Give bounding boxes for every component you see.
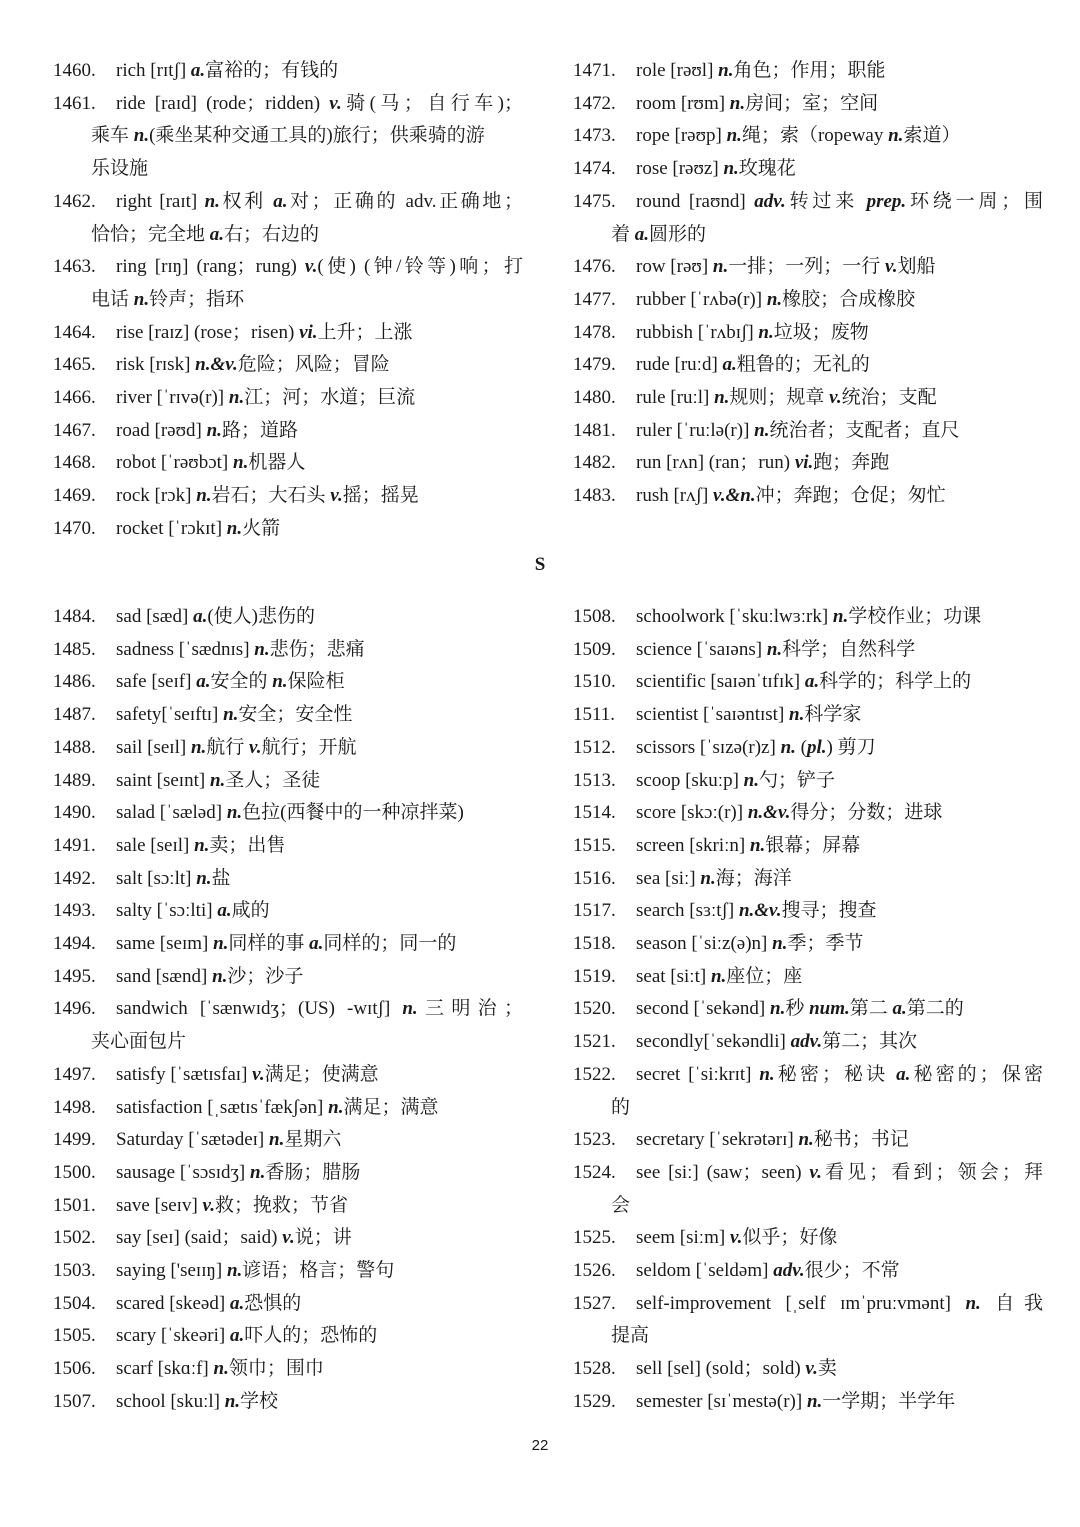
entry-number: 1509. xyxy=(573,638,616,660)
entry-number: 1504. xyxy=(53,1292,96,1314)
entry-text: salt [sɔːlt] n.盐 xyxy=(116,867,231,889)
vocab-entry xyxy=(53,1353,523,1386)
vocab-entry xyxy=(573,830,1043,863)
entry-text-continued: 夹心面包片 xyxy=(91,1031,187,1053)
entry-text: river [ˈrɪvə(r)] n.江；河；水道；巨流 xyxy=(116,387,416,409)
entry-text: rocket [ˈrɔkɪt] n.火箭 xyxy=(116,517,281,539)
entry-text: science [ˈsaɪəns] n.科学；自然科学 xyxy=(636,638,916,660)
entry-number: 1506. xyxy=(53,1358,96,1380)
vocab-entry xyxy=(573,634,1043,667)
entry-text: say [seɪ] (said；said) v.说；讲 xyxy=(116,1227,352,1249)
entry-number: 1487. xyxy=(53,704,96,726)
vocab-entry xyxy=(573,993,1043,1026)
entry-text: sea [siː] n.海；海洋 xyxy=(636,867,792,889)
entry-text: school [skuːl] n.学校 xyxy=(116,1390,279,1412)
entry-text: scarf [skɑːf] n.领巾；围巾 xyxy=(116,1358,324,1380)
entry-number: 1488. xyxy=(53,736,96,758)
vocab-entry xyxy=(573,666,1043,699)
vocab-entry xyxy=(53,961,523,994)
vocab-entry xyxy=(53,699,523,732)
vocab-entry xyxy=(53,88,523,186)
vocab-entry xyxy=(573,120,1043,153)
vocab-entry xyxy=(53,928,523,961)
vocab-entry xyxy=(53,349,523,382)
entry-text: satisfy [ˈsætɪsfaɪ] v.满足；使满意 xyxy=(116,1063,379,1085)
entry-number: 1480. xyxy=(573,387,616,409)
vocab-entry xyxy=(573,1124,1043,1157)
vocab-entry xyxy=(573,153,1043,186)
entry-number: 1503. xyxy=(53,1260,96,1282)
entry-number: 1523. xyxy=(573,1129,616,1151)
entry-number: 1495. xyxy=(53,965,96,987)
entry-number: 1527. xyxy=(573,1292,616,1314)
entry-number: 1468. xyxy=(53,452,96,474)
entry-text: season [ˈsiːz(ə)n] n.季；季节 xyxy=(636,933,864,955)
entry-text: salty [ˈsɔːlti] a.咸的 xyxy=(116,900,270,922)
entry-text: seat [siːt] n.座位；座 xyxy=(636,965,803,987)
entry-number: 1473. xyxy=(573,125,616,147)
entry-text: rude [ruːd] a.粗鲁的；无礼的 xyxy=(636,354,870,376)
entry-text: screen [skriːn] n.银幕；屏幕 xyxy=(636,834,861,856)
entry-number: 1491. xyxy=(53,834,96,856)
entry-text: rose [rəʊz] n.玫瑰花 xyxy=(636,158,796,180)
entry-text: safe [seɪf] a.安全的 n.保险柜 xyxy=(116,671,345,693)
vocab-entry xyxy=(53,317,523,350)
vocab-entry xyxy=(573,1157,1043,1222)
entry-text: save [seɪv] v.救；挽救；节省 xyxy=(116,1194,349,1216)
vocab-entry xyxy=(573,55,1043,88)
vocab-entry xyxy=(53,666,523,699)
vocab-entry xyxy=(573,1255,1043,1288)
vocab-entry xyxy=(53,863,523,896)
entries-column-bottom-right xyxy=(573,601,1043,1419)
entry-number: 1501. xyxy=(53,1194,96,1216)
entry-text: rock [rɔk] n.岩石；大石头 v.摇；摇晃 xyxy=(116,485,419,507)
vocab-entry xyxy=(53,1386,523,1419)
vocab-entry xyxy=(573,699,1043,732)
entry-text: ruler [ˈruːlə(r)] n.统治者；支配者；直尺 xyxy=(636,419,960,441)
vocab-entry xyxy=(53,1190,523,1223)
page-number: 22 xyxy=(531,1437,549,1454)
entry-text: row [rəʊ] n.一排；一列；一行 v.划船 xyxy=(636,256,936,278)
entry-text-continued: 提高 xyxy=(611,1325,650,1347)
vocab-entry xyxy=(573,317,1043,350)
vocab-entry xyxy=(53,1092,523,1125)
entry-text: sad [sæd] a.(使人)悲伤的 xyxy=(116,606,315,627)
entry-text: road [rəʊd] n.路；道路 xyxy=(116,419,298,441)
entry-number: 1483. xyxy=(573,485,616,507)
entry-number: 1516. xyxy=(573,867,616,889)
entry-number: 1526. xyxy=(573,1260,616,1282)
entry-number: 1486. xyxy=(53,671,96,693)
entry-text: robot [ˈrəʊbɔt] n.机器人 xyxy=(116,452,306,474)
entry-number: 1510. xyxy=(573,671,616,693)
entry-number: 1493. xyxy=(53,900,96,922)
entry-text: score [skɔː(r)] n.&v.得分；分数；进球 xyxy=(636,802,943,824)
vocab-entry xyxy=(53,895,523,928)
entry-text: semester [sɪˈmestə(r)] n.一学期；半学年 xyxy=(636,1390,956,1412)
entry-text: rubbish [ˈrʌbɪʃ] n.垃圾；废物 xyxy=(636,321,869,343)
entry-number: 1476. xyxy=(573,256,616,278)
entry-text: right [raɪt] n.权利 a.对；正确的 adv.正确地； xyxy=(116,190,523,212)
entry-number: 1500. xyxy=(53,1161,96,1183)
vocab-entry xyxy=(53,1255,523,1288)
entry-number: 1466. xyxy=(53,387,96,409)
entry-number: 1470. xyxy=(53,517,96,539)
entry-text: risk [rɪsk] n.&v.危险；风险；冒险 xyxy=(116,354,390,376)
vocab-entry xyxy=(573,1222,1043,1255)
vocab-entry xyxy=(573,1288,1043,1353)
vocab-entry xyxy=(53,382,523,415)
entry-text: search [sɜːtʃ] n.&v.搜寻；搜查 xyxy=(636,900,877,922)
vocab-entry xyxy=(573,863,1043,896)
vocab-entry xyxy=(573,88,1043,121)
vocab-entry xyxy=(53,634,523,667)
entry-text: sand [sænd] n.沙；沙子 xyxy=(116,965,304,987)
entry-number: 1461. xyxy=(53,92,96,114)
vocab-entry xyxy=(53,1320,523,1353)
entry-text: safety[ˈseɪftɪ] n.安全；安全性 xyxy=(116,704,353,726)
vocab-entry xyxy=(53,601,523,634)
entry-number: 1515. xyxy=(573,834,616,856)
entry-number: 1529. xyxy=(573,1390,616,1412)
entry-number: 1475. xyxy=(573,190,616,212)
entry-text: sadness [ˈsædnɪs] n.悲伤；悲痛 xyxy=(116,638,365,660)
entry-number: 1464. xyxy=(53,321,96,343)
entry-text: saying ['seɪɪŋ] n.谚语；格言；警句 xyxy=(116,1260,395,1282)
entry-text: sausage [ˈsɔsɪdʒ] n.香肠；腊肠 xyxy=(116,1161,361,1183)
entry-number: 1502. xyxy=(53,1227,96,1249)
entry-text-continued: 电话 n.铃声；指环 xyxy=(91,288,245,310)
entry-number: 1494. xyxy=(53,933,96,955)
vocab-entry xyxy=(573,765,1043,798)
entry-text: seldom [ˈseldəm] adv.很少；不常 xyxy=(636,1260,900,1282)
entry-number: 1528. xyxy=(573,1358,616,1380)
entry-text: rule [ruːl] n.规则；规章 v.统治；支配 xyxy=(636,387,937,409)
entry-text: ride [raɪd] (rode；ridden) v.骑(马；自行车)； xyxy=(116,92,523,114)
entry-text: Saturday [ˈsætədeɪ] n.星期六 xyxy=(116,1129,342,1151)
entry-text: secretary [ˈsekrətərɪ] n.秘书；书记 xyxy=(636,1129,909,1151)
entry-text-continued: 恰恰；完全地 a.右；右边的 xyxy=(91,223,320,245)
entry-number: 1462. xyxy=(53,190,96,212)
entry-text: rush [rʌʃ] v.&n.冲；奔跑；仓促；匆忙 xyxy=(636,485,946,507)
entries-column-top-left xyxy=(53,55,523,546)
vocab-entry xyxy=(53,251,523,316)
entry-text: sale [seɪl] n.卖；出售 xyxy=(116,834,286,856)
entry-number: 1474. xyxy=(573,158,616,180)
vocab-entry xyxy=(53,415,523,448)
vocab-entry xyxy=(573,447,1043,480)
entry-text-continued: 乘车 n.(乘坐某种交通工具的)旅行；供乘骑的游 xyxy=(91,125,485,147)
entry-number: 1517. xyxy=(573,900,616,922)
entry-number: 1496. xyxy=(53,998,96,1020)
entry-number: 1514. xyxy=(573,802,616,824)
entry-number: 1521. xyxy=(573,1031,616,1053)
entry-text: scoop [skuːp] n.勺；铲子 xyxy=(636,769,835,791)
entry-text: scissors [ˈsɪzə(r)z] n. (pl.) 剪刀 xyxy=(636,736,876,758)
entry-text: seem [siːm] v.似乎；好像 xyxy=(636,1227,838,1249)
entry-text: role [rəʊl] n.角色；作用；职能 xyxy=(636,60,886,81)
vocab-entry xyxy=(53,186,523,251)
entry-text: run [rʌn] (ran；run) vi.跑；奔跑 xyxy=(636,452,890,474)
entry-number: 1469. xyxy=(53,485,96,507)
entry-text: second [ˈsekənd] n.秒 num.第二 a.第二的 xyxy=(636,998,964,1020)
entry-number: 1511. xyxy=(573,704,616,726)
entry-number: 1507. xyxy=(53,1390,96,1412)
entry-number: 1467. xyxy=(53,419,96,441)
entry-text: rich [rɪtʃ] a.富裕的；有钱的 xyxy=(116,60,339,81)
entry-text: scary [ˈskeəri] a.吓人的；恐怖的 xyxy=(116,1325,378,1347)
entry-number: 1518. xyxy=(573,933,616,955)
entry-number: 1512. xyxy=(573,736,616,758)
entry-text: saint [seɪnt] n.圣人；圣徒 xyxy=(116,769,321,791)
entry-number: 1498. xyxy=(53,1096,96,1118)
entry-text: scared [skeəd] a.恐惧的 xyxy=(116,1292,302,1314)
entry-text: rubber [ˈrʌbə(r)] n.橡胶；合成橡胶 xyxy=(636,288,916,310)
vocab-entry xyxy=(53,1288,523,1321)
vocab-entry xyxy=(573,732,1043,765)
entry-text: scientist [ˈsaɪəntɪst] n.科学家 xyxy=(636,704,862,726)
entry-text: scientific [saɪənˈtɪfɪk] a.科学的；科学上的 xyxy=(636,671,972,693)
entry-number: 1481. xyxy=(573,419,616,441)
entry-number: 1519. xyxy=(573,965,616,987)
entry-number: 1482. xyxy=(573,452,616,474)
entry-number: 1463. xyxy=(53,256,96,278)
vocab-entry xyxy=(53,1222,523,1255)
vocab-entry xyxy=(573,284,1043,317)
entry-number: 1479. xyxy=(573,354,616,376)
entry-text: sail [seɪl] n.航行 v.航行；开航 xyxy=(116,736,357,758)
entry-number: 1460. xyxy=(53,60,96,81)
vocab-entry xyxy=(53,55,523,88)
vocab-entry xyxy=(573,1059,1043,1124)
entry-text: room [rʊm] n.房间；室；空间 xyxy=(636,92,879,114)
vocab-entry xyxy=(573,1026,1043,1059)
vocab-entry xyxy=(573,349,1043,382)
vocab-entry xyxy=(573,601,1043,634)
entry-number: 1492. xyxy=(53,867,96,889)
vocab-entry xyxy=(53,993,523,1058)
entry-text: rise [raɪz] (rose；risen) vi.上升；上涨 xyxy=(116,321,413,343)
entry-text: salad [ˈsæləd] n.色拉(西餐中的一种凉拌菜) xyxy=(116,802,464,824)
entries-column-top-right xyxy=(573,55,1043,513)
vocab-entry xyxy=(53,480,523,513)
entry-text: see [siː] (saw；seen) v.看见；看到；领会；拜 xyxy=(636,1161,1043,1183)
entry-number: 1485. xyxy=(53,638,96,660)
entry-number: 1489. xyxy=(53,769,96,791)
vocab-entry xyxy=(53,797,523,830)
entry-text: schoolwork [ˈskuːlwɜːrk] n.学校作业；功课 xyxy=(636,606,982,627)
vocab-entry xyxy=(573,895,1043,928)
vocab-entry xyxy=(573,251,1043,284)
vocab-entry xyxy=(573,415,1043,448)
entry-number: 1484. xyxy=(53,606,96,627)
entry-text: sandwich [ˈsænwɪdʒ；(US) -wɪtʃ] n.三明治； xyxy=(116,998,523,1020)
vocab-entry xyxy=(573,797,1043,830)
vocab-entry xyxy=(53,447,523,480)
vocab-entry xyxy=(573,928,1043,961)
vocab-entry xyxy=(573,1353,1043,1386)
entry-number: 1471. xyxy=(573,60,616,81)
entry-number: 1472. xyxy=(573,92,616,114)
entry-number: 1508. xyxy=(573,606,616,627)
vocab-entry xyxy=(53,1124,523,1157)
entry-text-continued: 会 xyxy=(611,1194,631,1216)
entry-text: round [raʊnd] adv.转过来 prep.环绕一周；围 xyxy=(636,190,1043,212)
vocab-entry xyxy=(573,382,1043,415)
vocab-entry xyxy=(53,1157,523,1190)
vocab-entry xyxy=(53,732,523,765)
vocab-entry xyxy=(573,186,1043,251)
entry-text: rope [rəʊp] n.绳；索（ropeway n.索道） xyxy=(636,125,961,147)
vocab-entry xyxy=(573,480,1043,513)
entry-text: secret [ˈsiːkrɪt] n.秘密；秘诀 a.秘密的；保密 xyxy=(636,1063,1043,1085)
entry-text: ring [rɪŋ] (rang；rung) v.(使) (钟/铃等)响；打 xyxy=(116,256,523,278)
entry-text-continued: 的 xyxy=(611,1096,631,1118)
entry-text-continued: 着 a.圆形的 xyxy=(611,223,707,245)
entry-text: sell [sel] (sold；sold) v.卖 xyxy=(636,1358,837,1380)
entry-text: secondly[ˈsekəndli] adv.第二；其次 xyxy=(636,1031,918,1053)
entry-number: 1520. xyxy=(573,998,616,1020)
vocab-entry xyxy=(53,513,523,546)
vocab-entry xyxy=(53,830,523,863)
entry-text-continued: 乐设施 xyxy=(91,158,149,180)
entry-number: 1497. xyxy=(53,1063,96,1085)
vocab-entry xyxy=(573,961,1043,994)
entry-number: 1478. xyxy=(573,321,616,343)
entry-number: 1490. xyxy=(53,802,96,824)
section-header: S xyxy=(534,554,546,575)
entry-number: 1499. xyxy=(53,1129,96,1151)
entry-text: satisfaction [ˌsætɪsˈfækʃən] n.满足；满意 xyxy=(116,1096,439,1118)
entry-number: 1477. xyxy=(573,288,616,310)
vocab-entry xyxy=(53,1059,523,1092)
vocab-entry xyxy=(53,765,523,798)
entry-number: 1513. xyxy=(573,769,616,791)
vocab-entry xyxy=(573,1386,1043,1419)
entry-number: 1525. xyxy=(573,1227,616,1249)
entry-text: same [seɪm] n.同样的事 a.同样的；同一的 xyxy=(116,933,457,955)
entry-text: self-improvement [ˌself ɪmˈpruːvmənt] n. 自我 xyxy=(636,1292,1043,1314)
entries-column-bottom-left xyxy=(53,601,523,1419)
entry-number: 1465. xyxy=(53,354,96,376)
entry-number: 1524. xyxy=(573,1161,616,1183)
entry-number: 1505. xyxy=(53,1325,96,1347)
entry-number: 1522. xyxy=(573,1063,616,1085)
